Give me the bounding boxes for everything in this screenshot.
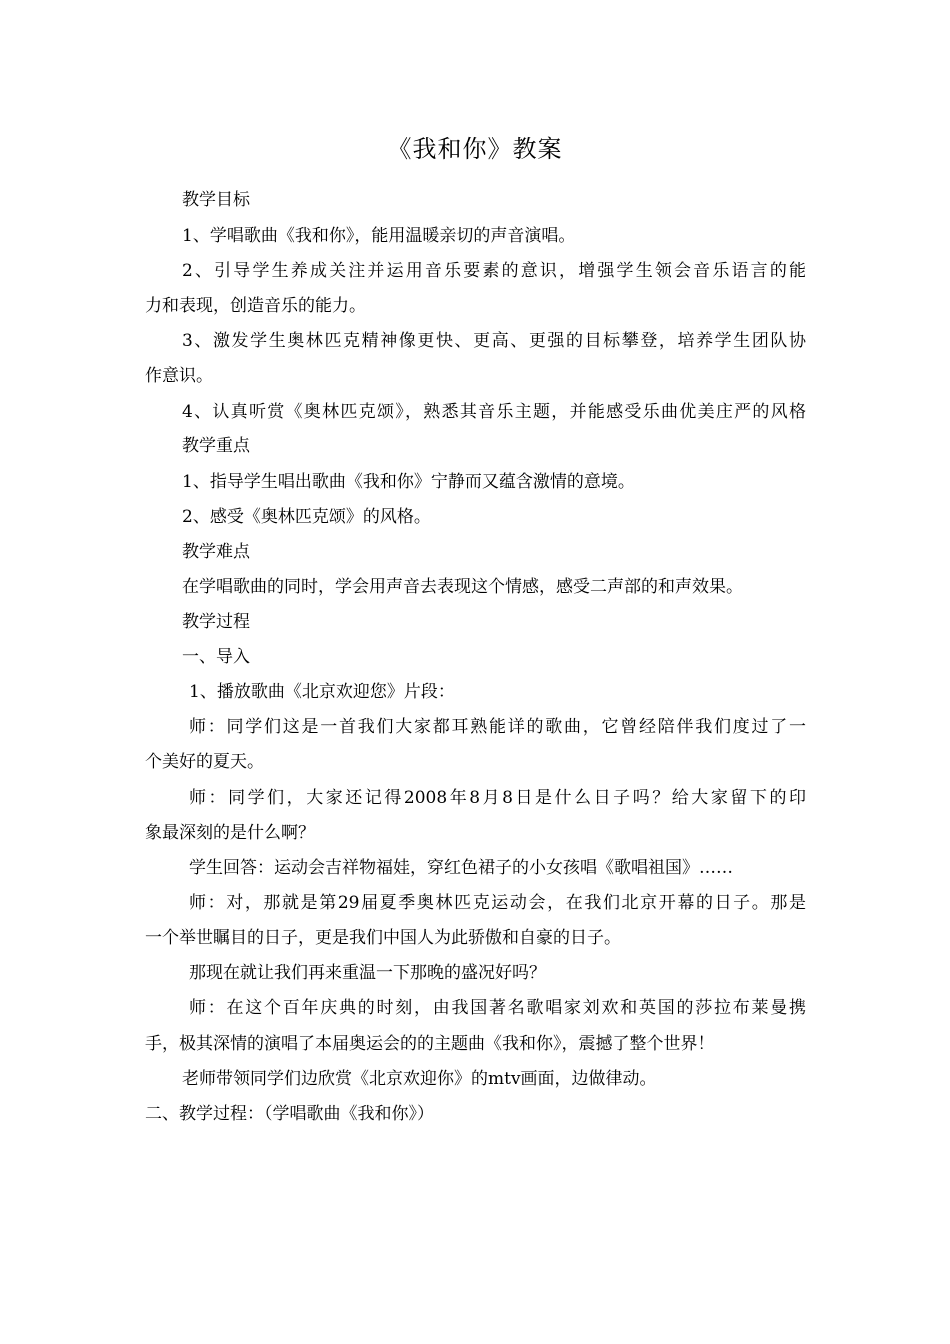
body-line: 那现在就让我们再来重温一下那晚的盛况好吗？ [189, 963, 546, 983]
body-line: 一个举世瞩目的日子，更是我们中国人为此骄傲和自豪的日子。 [145, 928, 621, 948]
body-line: 2、引导学生养成关注并运用音乐要素的意识，增强学生领会音乐语言的能 [182, 261, 806, 281]
body-line: 在学唱歌曲的同时，学会用声音去表现这个情感，感受二声部的和声效果。 [182, 577, 743, 597]
body-line: 学生回答：运动会吉祥物福娃，穿红色裙子的小女孩唱《歌唱祖国》…… [189, 858, 733, 878]
sub-heading-teaching-process: 二、教学过程：（学唱歌曲《我和你》） [145, 1104, 434, 1124]
body-line: 1、播放歌曲《北京欢迎您》片段： [189, 682, 455, 702]
body-line: 2、感受《奥林匹克颂》的风格。 [182, 507, 431, 527]
body-line: 师：同学们，大家还记得2008年8月8日是什么日子吗？给大家留下的印 [189, 788, 806, 808]
document-title: 《我和你》教案 [387, 135, 563, 163]
section-heading-difficulties: 教学难点 [182, 542, 250, 562]
sub-heading-intro: 一、导入 [182, 647, 250, 667]
section-heading-process: 教学过程 [182, 612, 250, 632]
body-line: 象最深刻的是什么啊？ [145, 823, 315, 843]
body-line: 个美好的夏天。 [145, 752, 264, 772]
body-line: 师：同学们这是一首我们大家都耳熟能详的歌曲，它曾经陪伴我们度过了一 [189, 717, 806, 737]
body-line: 1、学唱歌曲《我和你》，能用温暖亲切的声音演唱。 [182, 226, 576, 246]
section-heading-key-points: 教学重点 [182, 436, 250, 456]
body-line: 师：对，那就是第29届夏季奥林匹克运动会，在我们北京开幕的日子。那是 [189, 893, 806, 913]
body-line: 作意识。 [145, 366, 213, 386]
body-line: 师：在这个百年庆典的时刻，由我国著名歌唱家刘欢和英国的莎拉布莱曼携 [189, 998, 806, 1018]
body-line: 力和表现，创造音乐的能力。 [145, 296, 366, 316]
body-line: 手，极其深情的演唱了本届奥运会的的主题曲《我和你》，震撼了整个世界！ [145, 1034, 715, 1054]
body-line: 老师带领同学们边欣赏《北京欢迎你》的mtv画面，边做律动。 [182, 1069, 657, 1089]
body-line: 4、认真听赏《奥林匹克颂》，熟悉其音乐主题，并能感受乐曲优美庄严的风格 [182, 402, 806, 422]
body-line: 1、指导学生唱出歌曲《我和你》宁静而又蕴含激情的意境。 [182, 472, 635, 492]
section-heading-objectives: 教学目标 [182, 190, 250, 210]
body-line: 3、激发学生奥林匹克精神像更快、更高、更强的目标攀登，培养学生团队协 [182, 331, 806, 351]
